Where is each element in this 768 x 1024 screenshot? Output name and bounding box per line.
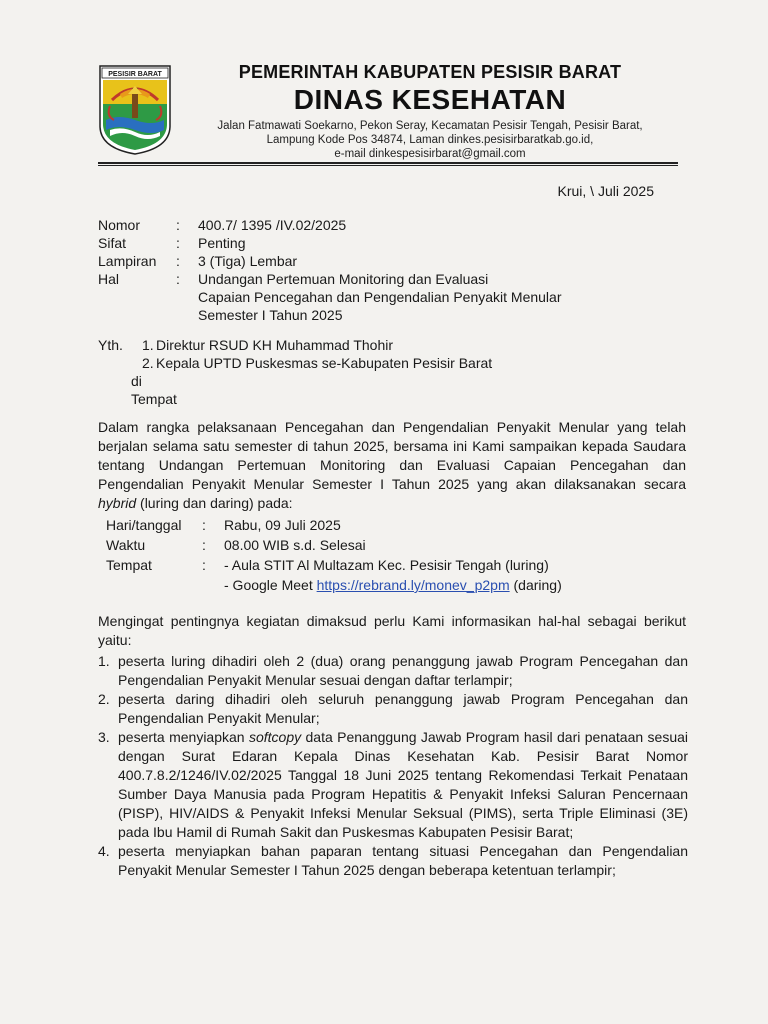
paragraph-italic: hybrid [98,495,137,511]
meta-label [98,306,176,324]
letter-meta [98,216,678,324]
schedule-label: Tempat [106,557,152,573]
schedule-text: - Google Meet [224,577,317,593]
meta-row-sifat [98,234,678,252]
meta-row-hal-cont [98,306,678,324]
paragraph-text: (luring dan daring) pada: [136,495,293,511]
meta-colon: : [176,271,180,287]
address-line: Lampung Kode Pos 34874, Laman dinkes.pesisirbaratkab.go.id, [266,134,594,146]
list-text: peserta daring dihadiri oleh seluruh penanggung jawab Program Pencegahan dan Pengendalian Penyakit Menular; [118,691,688,726]
regency-emblem-logo [98,64,172,156]
schedule-row-time [106,535,686,555]
addressee-di: di [131,373,142,389]
meta-colon-empty [176,288,198,306]
recipient-row [98,354,678,372]
list-item [98,842,688,880]
schedule-colon: : [202,517,206,533]
schedule-text: (daring) [509,577,562,593]
meta-colon-empty [176,306,198,324]
schedule-label: Waktu [106,537,146,553]
schedule-value: 08.00 WIB s.d. Selesai [224,537,366,553]
meta-value: Penting [198,235,246,251]
department-name: DINAS KESEHATAN [293,84,567,115]
list-number: 3. [98,729,110,745]
schedule-colon: : [202,537,206,553]
email-line: e-mail dinkespesisirbarat@gmail.com [334,148,526,160]
meta-value: Capaian Pencegahan dan Pengendalian Penyakit Menular [198,289,562,305]
list-text: peserta luring dihadiri oleh 2 (dua) orang penanggung jawab Program Pencegahan dan Pengendalian Penyakit Menular sesuai dengan daftar terlampir; [118,653,688,688]
meta-value: Undangan Pertemuan Monitoring dan Evaluasi [198,271,489,287]
list-text-part: data Penanggung Jawab Program hasil dari penataan sesuai dengan Surat Edaran Kepala Dinas Kesehatan Kab. Pesisir Barat Nomor 400.7.8.2/1246/IV.02/2025 Tanggal 18 Juni 2025 tentang Rekomendasi Terkait Penataan Sumber Daya Manusia pada Program Hepatitis & Penyakit Infeksi Saluran Pencernaan (PISP), HIV/AIDS & Penyakit Infeksi Menular Seksual (PIMS), serta Triple Eliminasi (3E) pada Ibu Hamil di Rumah Sakit dan Puskesmas Kabupaten Pesisir Barat; [118,729,689,840]
schedule-value: Rabu, 09 Juli 2025 [224,517,341,533]
addressee-block [98,336,678,408]
meta-value: Semester I Tahun 2025 [198,307,343,323]
meta-row-lampiran [98,252,678,270]
schedule-row-place-online [106,575,686,595]
meta-row-hal [98,270,678,288]
addressee-place: Tempat [131,391,177,407]
meta-colon: : [176,235,180,251]
list-number: 1. [98,653,110,669]
schedule-value: - Aula STIT Al Multazam Kec. Pesisir Tengah (luring) [224,557,549,573]
meta-label: Sifat [98,235,127,251]
meta-label: Hal [98,271,120,287]
recipient-number: 2. [142,355,154,371]
recipient-row [98,336,678,354]
letterhead-divider [98,162,678,164]
meta-label: Lampiran [98,253,157,269]
list-text: peserta menyiapkan bahan paparan tentang situasi Pencegahan dan Pengendalian Penyakit Menular Semester I Tahun 2025 dengan beberapa ketentuan terlampir; [118,843,688,878]
list-item [98,652,688,690]
schedule-colon: : [202,557,206,573]
google-meet-link[interactable]: https://rebrand.ly/monev_p2pm [316,577,510,593]
meta-value: 400.7/ 1395 /IV.02/2025 [198,217,347,233]
paragraph-text: Dalam rangka pelaksanaan Pencegahan dan Pengendalian Penyakit Menular yang telah berjalan selama satu semester di tahun 2025, bersama ini Kami sampaikan kepada Saudara tentang Undangan Pertemuan Monitoring dan Evaluasi Capaian Pencegahan dan Pengendalian Penyakit Menular Semester I Tahun 2025 yang akan dilaksanakan secara [98,419,686,492]
recipient-number: 1. [142,337,154,353]
meta-row-hal-cont [98,288,678,306]
schedule-label: Hari/tanggal [106,517,182,533]
list-text-part: peserta menyiapkan [118,729,249,745]
address-line: Jalan Fatmawati Soekarno, Pekon Seray, Kecamatan Pesisir Tengah, Pesisir Barat, [217,120,643,132]
meta-colon: : [176,217,180,233]
meta-label: Nomor [98,217,141,233]
recipient-name: Kepala UPTD Puskesmas se-Kabupaten Pesisir Barat [156,355,493,371]
list-item [98,728,688,842]
department-address [180,119,680,161]
schedule-row-day [106,515,686,535]
government-name: PEMERINTAH KABUPATEN PESISIR BARAT [238,62,622,82]
logo-text: PESISIR BARAT [108,71,162,78]
list-text-italic: softcopy [248,729,302,745]
requirements-list [98,652,688,880]
meta-label [98,288,176,306]
schedule-value [224,575,686,595]
paragraph-info: Mengingat pentingnya kegiatan dimaksud perlu Kami informasikan hal-hal sebagai berikut yaitu: [98,613,686,648]
paragraph-intro [98,418,686,513]
letterhead-divider-thin [98,165,678,166]
list-number: 2. [98,691,110,707]
list-item [98,690,688,728]
schedule-row-place [106,555,686,575]
recipient-name: Direktur RSUD KH Muhammad Thohir [156,337,394,353]
meta-colon: : [176,253,180,269]
event-schedule [106,515,686,595]
meta-value: 3 (Tiga) Lembar [198,253,298,269]
list-text [118,728,688,842]
list-number: 4. [98,843,110,859]
letter-date: Krui, \ Juli 2025 [557,183,654,199]
addressee-salutation: Yth. [98,337,123,353]
meta-row-nomor [98,216,678,234]
